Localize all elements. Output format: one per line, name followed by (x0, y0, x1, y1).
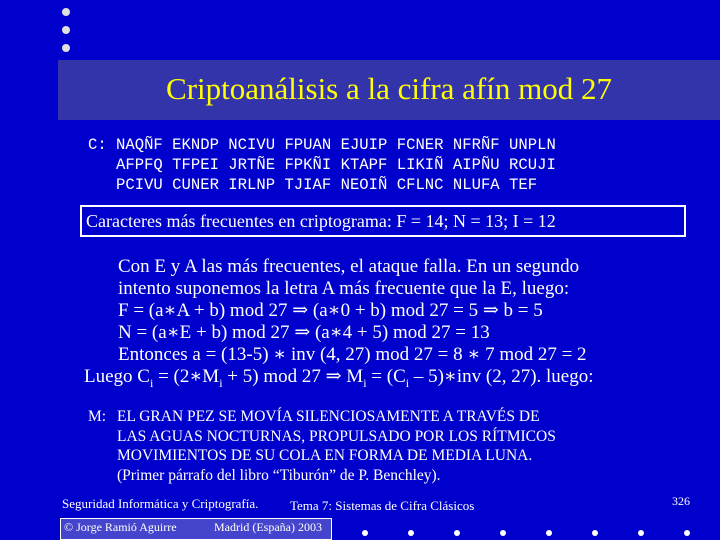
ciphertext-label: C: (88, 136, 107, 154)
page-number: 326 (672, 494, 690, 508)
decorative-dot (408, 530, 414, 536)
equation-a: Entonces a = (13-5) ∗ inv (4, 27) mod 27 = 8 ∗ 7 mod 27 = 2 (118, 344, 587, 365)
decorative-dot (62, 8, 70, 16)
ciphertext-line: AFPFQ TFPEI JRTÑE FPKÑI KTAPF LIKIÑ AIPÑU RCUJI (116, 156, 556, 174)
decorative-dot (362, 530, 368, 536)
footer-topic: Tema 7: Sistemas de Cifra Clásicos (290, 498, 475, 513)
equation-n: N = (a∗E + b) mod 27 ⇒ (a∗4 + 5) mod 27 = 13 (118, 322, 490, 343)
decorative-dot (546, 530, 552, 536)
plaintext-line: LAS AGUAS NOCTURNAS, PROPULSADO POR LOS RÍTMICOS (117, 427, 556, 445)
explanation (84, 256, 704, 388)
footer-course: Seguridad Informática y Criptografía. (62, 496, 259, 511)
decorative-dot (638, 530, 644, 536)
plaintext-line: (Primer párrafo del libro “Tiburón” de P. Benchley). (117, 466, 441, 484)
slide-title: Criptoanálisis a la cifra afín mod 27 (166, 71, 612, 106)
ciphertext (116, 135, 556, 195)
plaintext-line: EL GRAN PEZ SE MOVÍA SILENCIOSAMENTE A TRAVÉS DE (117, 408, 540, 425)
ciphertext-line: NAQÑF EKNDP NCIVU FPUAN EJUIP FCNER NFRÑF UNPLN (116, 136, 556, 154)
ciphertext-line: PCIVU CUNER IRLNP TJIAF NEOIÑ CFLNC NLUFA TEF (116, 176, 538, 194)
decorative-dot (684, 530, 690, 536)
footer-author: © Jorge Ramió Aguirre (64, 520, 177, 534)
decorative-dot (454, 530, 460, 536)
plaintext-label: M: (88, 408, 107, 425)
equation-f: F = (a∗A + b) mod 27 ⇒ (a∗0 + b) mod 27 = 5 ⇒ b = 5 (118, 300, 543, 321)
footer-place: Madrid (España) 2003 (214, 520, 322, 534)
decorative-dot (500, 530, 506, 536)
explanation-line: Con E y A las más frecuentes, el ataque falla. En un segundo (118, 256, 580, 277)
decorative-dot (592, 530, 598, 536)
decorative-dot (62, 44, 70, 52)
plaintext-line: MOVIMIENTOS DE SU COLA EN FORMA DE MEDIA LUNA. (117, 447, 533, 464)
plaintext (117, 407, 717, 485)
frequency-box: Caracteres más frecuentes en criptograma: F = 14; N = 13; I = 12 (80, 205, 686, 237)
equation-decrypt: Luego $C_i$ = $(2∗M_i + 5)$ mod 27 ⇒ $M_i = (C_i$ – 5)∗inv (2, 27). luego: (84, 366, 594, 390)
decorative-dot (62, 26, 70, 34)
explanation-line: intento suponemos la letra A más frecuente que la E, luego: (118, 278, 570, 299)
